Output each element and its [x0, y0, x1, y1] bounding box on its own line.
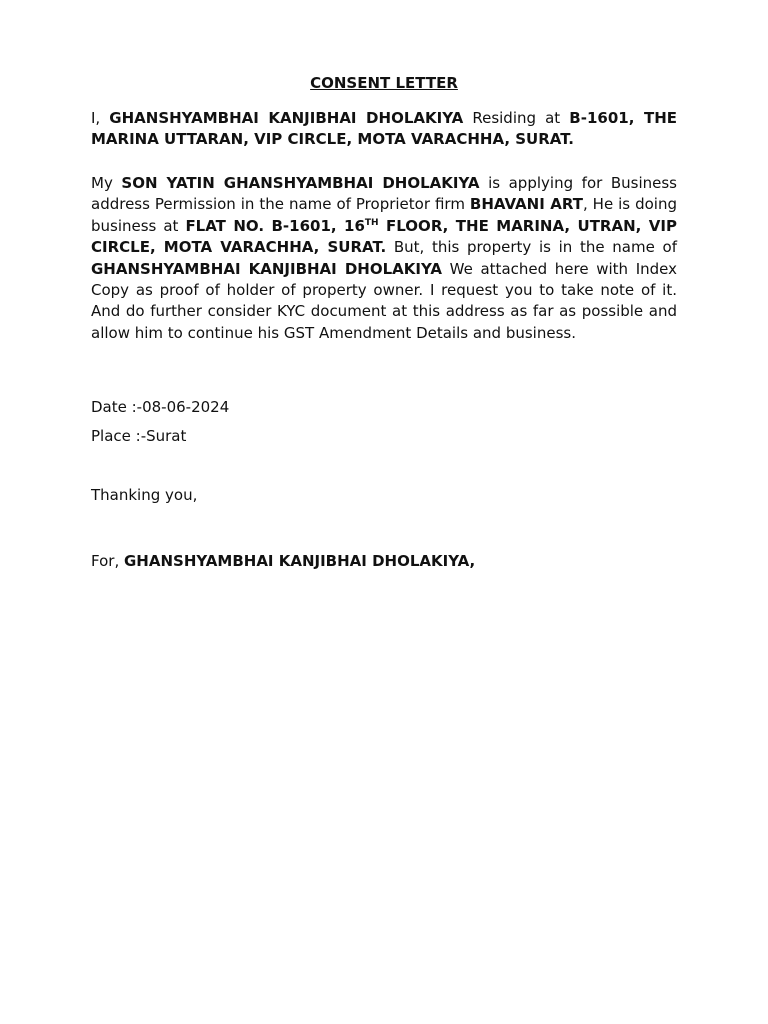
- body-text-2: is applying for Business address Permission in the name of Proprietor firm: [91, 174, 677, 214]
- intro-paragraph: [91, 108, 677, 151]
- firm-name: BHAVANI ART: [469, 195, 583, 214]
- business-address-part-1: FLAT NO. B-1601, 16: [185, 216, 365, 235]
- business-address-part-2: FLOOR, THE MARINA, UTRAN, VIP CIRCLE, MOTA VARACHHA, SURAT.: [91, 216, 677, 257]
- closing-line: Thanking you,: [91, 486, 198, 504]
- signoff-prefix: For,: [91, 552, 124, 570]
- letter-place: Place :-Surat: [91, 427, 187, 445]
- declarant-name: GHANSHYAMBHAI KANJIBHAI DHOLAKIYA: [109, 109, 464, 127]
- body-text-4: But, this property is in the name of: [386, 238, 677, 257]
- floor-ordinal-suffix: TH: [364, 217, 379, 228]
- signoff-name: GHANSHYAMBHAI KANJIBHAI DHOLAKIYA,: [123, 552, 476, 570]
- son-name: SON YATIN GHANSHYAMBHAI DHOLAKIYA: [121, 174, 480, 192]
- body-text-1: My: [91, 174, 122, 192]
- letter-title: CONSENT LETTER: [310, 74, 458, 92]
- letter-date: Date :-08-06-2024: [91, 398, 230, 416]
- body-paragraph: [91, 173, 677, 344]
- intro-text-2: Residing at: [463, 109, 570, 127]
- property-owner-name: GHANSHYAMBHAI KANJIBHAI DHOLAKIYA: [91, 259, 443, 278]
- residence-address: B-1601, THE MARINA UTTARAN, VIP CIRCLE, MOTA VARACHHA, SURAT.: [91, 109, 677, 149]
- body-text-5: We attached here with Index Copy as proof of holder of property owner. I request you to take note of it. And do further consider KYC document at this address as far as possible and allow him to continue his GST Amendment Details and business.: [91, 259, 677, 342]
- intro-text-1: I,: [91, 109, 110, 127]
- signoff-line: [91, 551, 475, 571]
- body-text-3: , He is doing business at: [91, 195, 677, 235]
